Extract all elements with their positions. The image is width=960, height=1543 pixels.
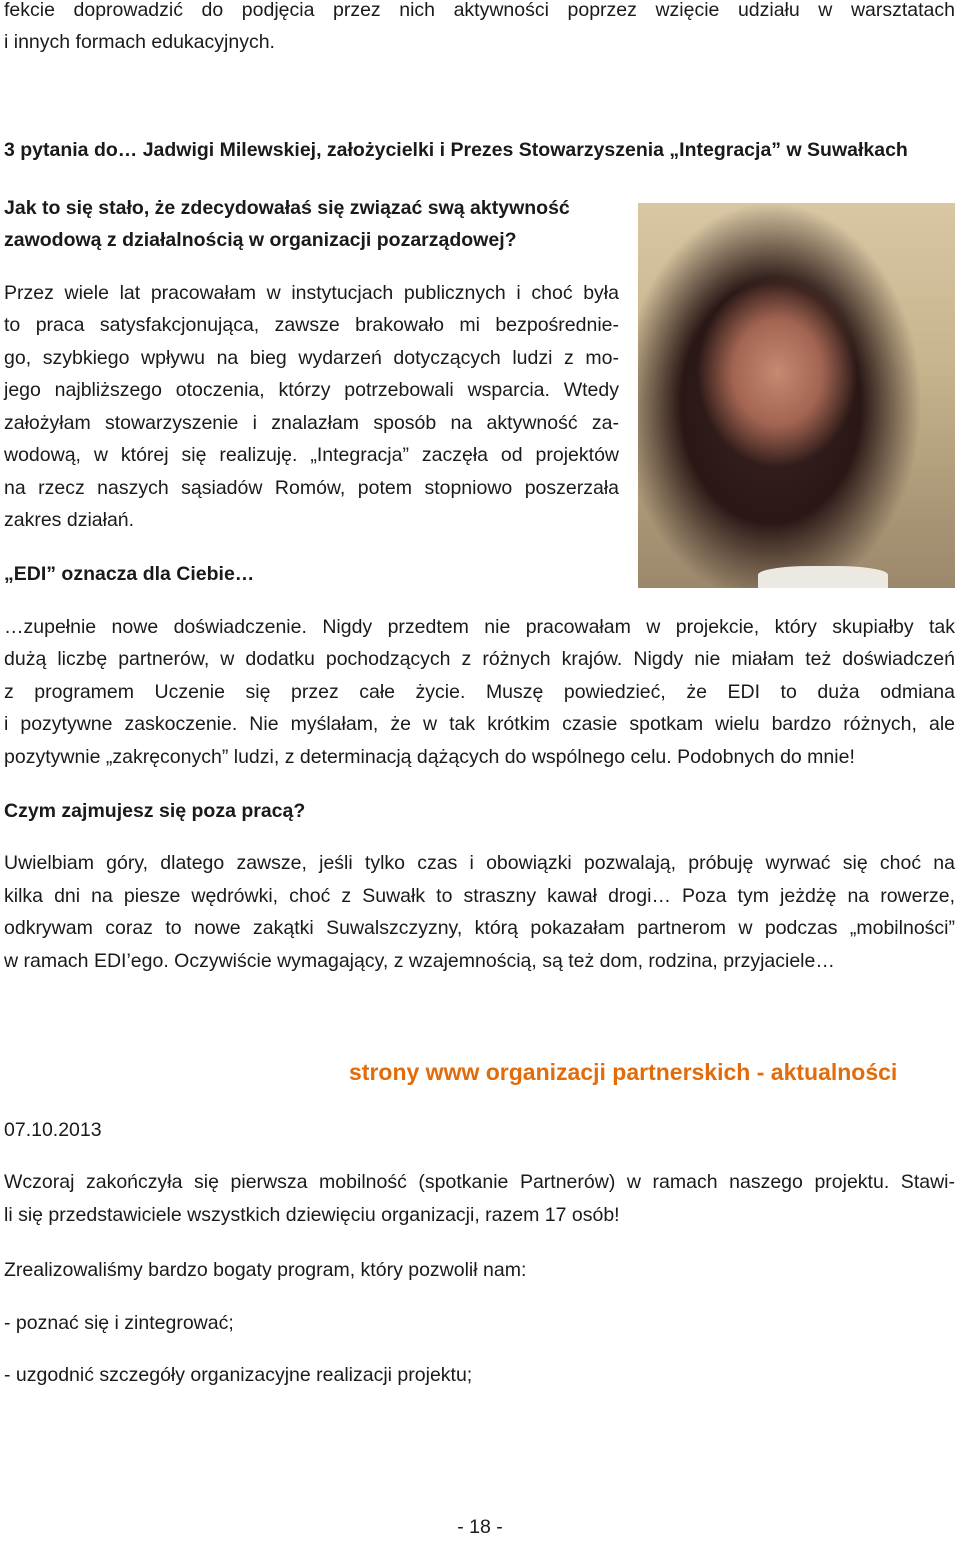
answer-2-line: i pozytywne zaskoczenie. Nie myślałam, że w tak krótkim czasie spotkam wielu bardzo różnych, ale — [4, 713, 955, 735]
answer-1-line: go, szybkiego wpływu na bieg wydarzeń dotyczących ludzi z mo- — [4, 347, 619, 369]
question-2: „EDI” oznacza dla Ciebie… — [4, 563, 255, 585]
answer-2-line: …zupełnie nowe doświadczenie. Nigdy przedtem nie pracowałam w projekcie, który skupiałby tak — [4, 616, 955, 638]
answer-3-line: kilka dni na piesze wędrówki, choć z Suwałk to straszny kawał drogi… Poza tym jeżdżę na rowerze, — [4, 885, 955, 907]
news-paragraph-line: li się przedstawiciele wszystkich dziewięciu organizacji, razem 17 osób! — [4, 1204, 620, 1226]
answer-1-line: wodową, w której się realizuję. „Integracja” zaczęła od projektów — [4, 444, 619, 466]
question-3: Czym zajmujesz się poza pracą? — [4, 800, 306, 822]
interview-heading: 3 pytania do… Jadwigi Milewskiej, założycielki i Prezes Stowarzyszenia „Integracja” w Suwałkach — [4, 139, 908, 161]
question-1-line: Jak to się stało, że zdecydowałaś się związać swą aktywność — [4, 197, 570, 219]
portrait-photo — [638, 203, 955, 588]
answer-2-line: pozytywnie „zakręconych” ludzi, z determinacją dążących do wspólnego celu. Podobnych do mnie! — [4, 746, 855, 768]
answer-1-line: założyłam stowarzyszenie i znalazłam sposób na aktywność za- — [4, 412, 619, 434]
news-paragraph-line: Wczoraj zakończyła się pierwsza mobilność (spotkanie Partnerów) w ramach naszego projektu. Stawi- — [4, 1171, 955, 1193]
list-item: - uzgodnić szczegóły organizacyjne realizacji projektu; — [4, 1364, 473, 1386]
answer-1-line: to praca satysfakcjonująca, zawsze brakowało mi bezpośrednie- — [4, 314, 619, 336]
answer-2-line: z programem Uczenie się przez całe życie. Muszę powiedzieć, że EDI to duża odmiana — [4, 681, 955, 703]
intro-line: fekcie doprowadzić do podjęcia przez nich aktywności poprzez wzięcie udziału w warsztatach — [4, 0, 955, 21]
answer-1-line: na rzecz naszych sąsiadów Romów, potem stopniowo poszerzała — [4, 477, 619, 499]
news-paragraph: Zrealizowaliśmy bardzo bogaty program, który pozwolił nam: — [4, 1259, 527, 1281]
answer-3-line: w ramach EDI’ego. Oczywiście wymagający, z wzajemnością, są też dom, rodzina, przyjaciele… — [4, 950, 835, 972]
news-heading: strony www organizacji partnerskich - aktualności — [349, 1059, 898, 1085]
page-number: - 18 - — [457, 1516, 503, 1538]
answer-3-line: Uwielbiam góry, dlatego zawsze, jeśli tylko czas i obowiązki pozwalają, próbuję wyrwać się choć na — [4, 852, 955, 874]
answer-1-line: zakres działań. — [4, 509, 135, 531]
news-date: 07.10.2013 — [4, 1119, 102, 1141]
answer-3-line: odkrywam coraz to nowe zakątki Suwalszczyzny, którą pokazałam partnerom w podczas „mobilności” — [4, 917, 955, 939]
photo-shirt — [758, 566, 888, 588]
answer-1-line: Przez wiele lat pracowałam w instytucjach publicznych i choć była — [4, 282, 619, 304]
question-1-line: zawodową z działalnością w organizacji pozarządowej? — [4, 229, 517, 251]
list-item: - poznać się i zintegrować; — [4, 1312, 234, 1334]
intro-line: i innych formach edukacyjnych. — [4, 31, 275, 53]
answer-2-line: dużą liczbę partnerów, w dodatku pochodzących z różnych krajów. Nigdy nie miałam też doświadczeń — [4, 648, 955, 670]
answer-1-line: jego najbliższego otoczenia, którzy potrzebowali wsparcia. Wtedy — [4, 379, 619, 401]
